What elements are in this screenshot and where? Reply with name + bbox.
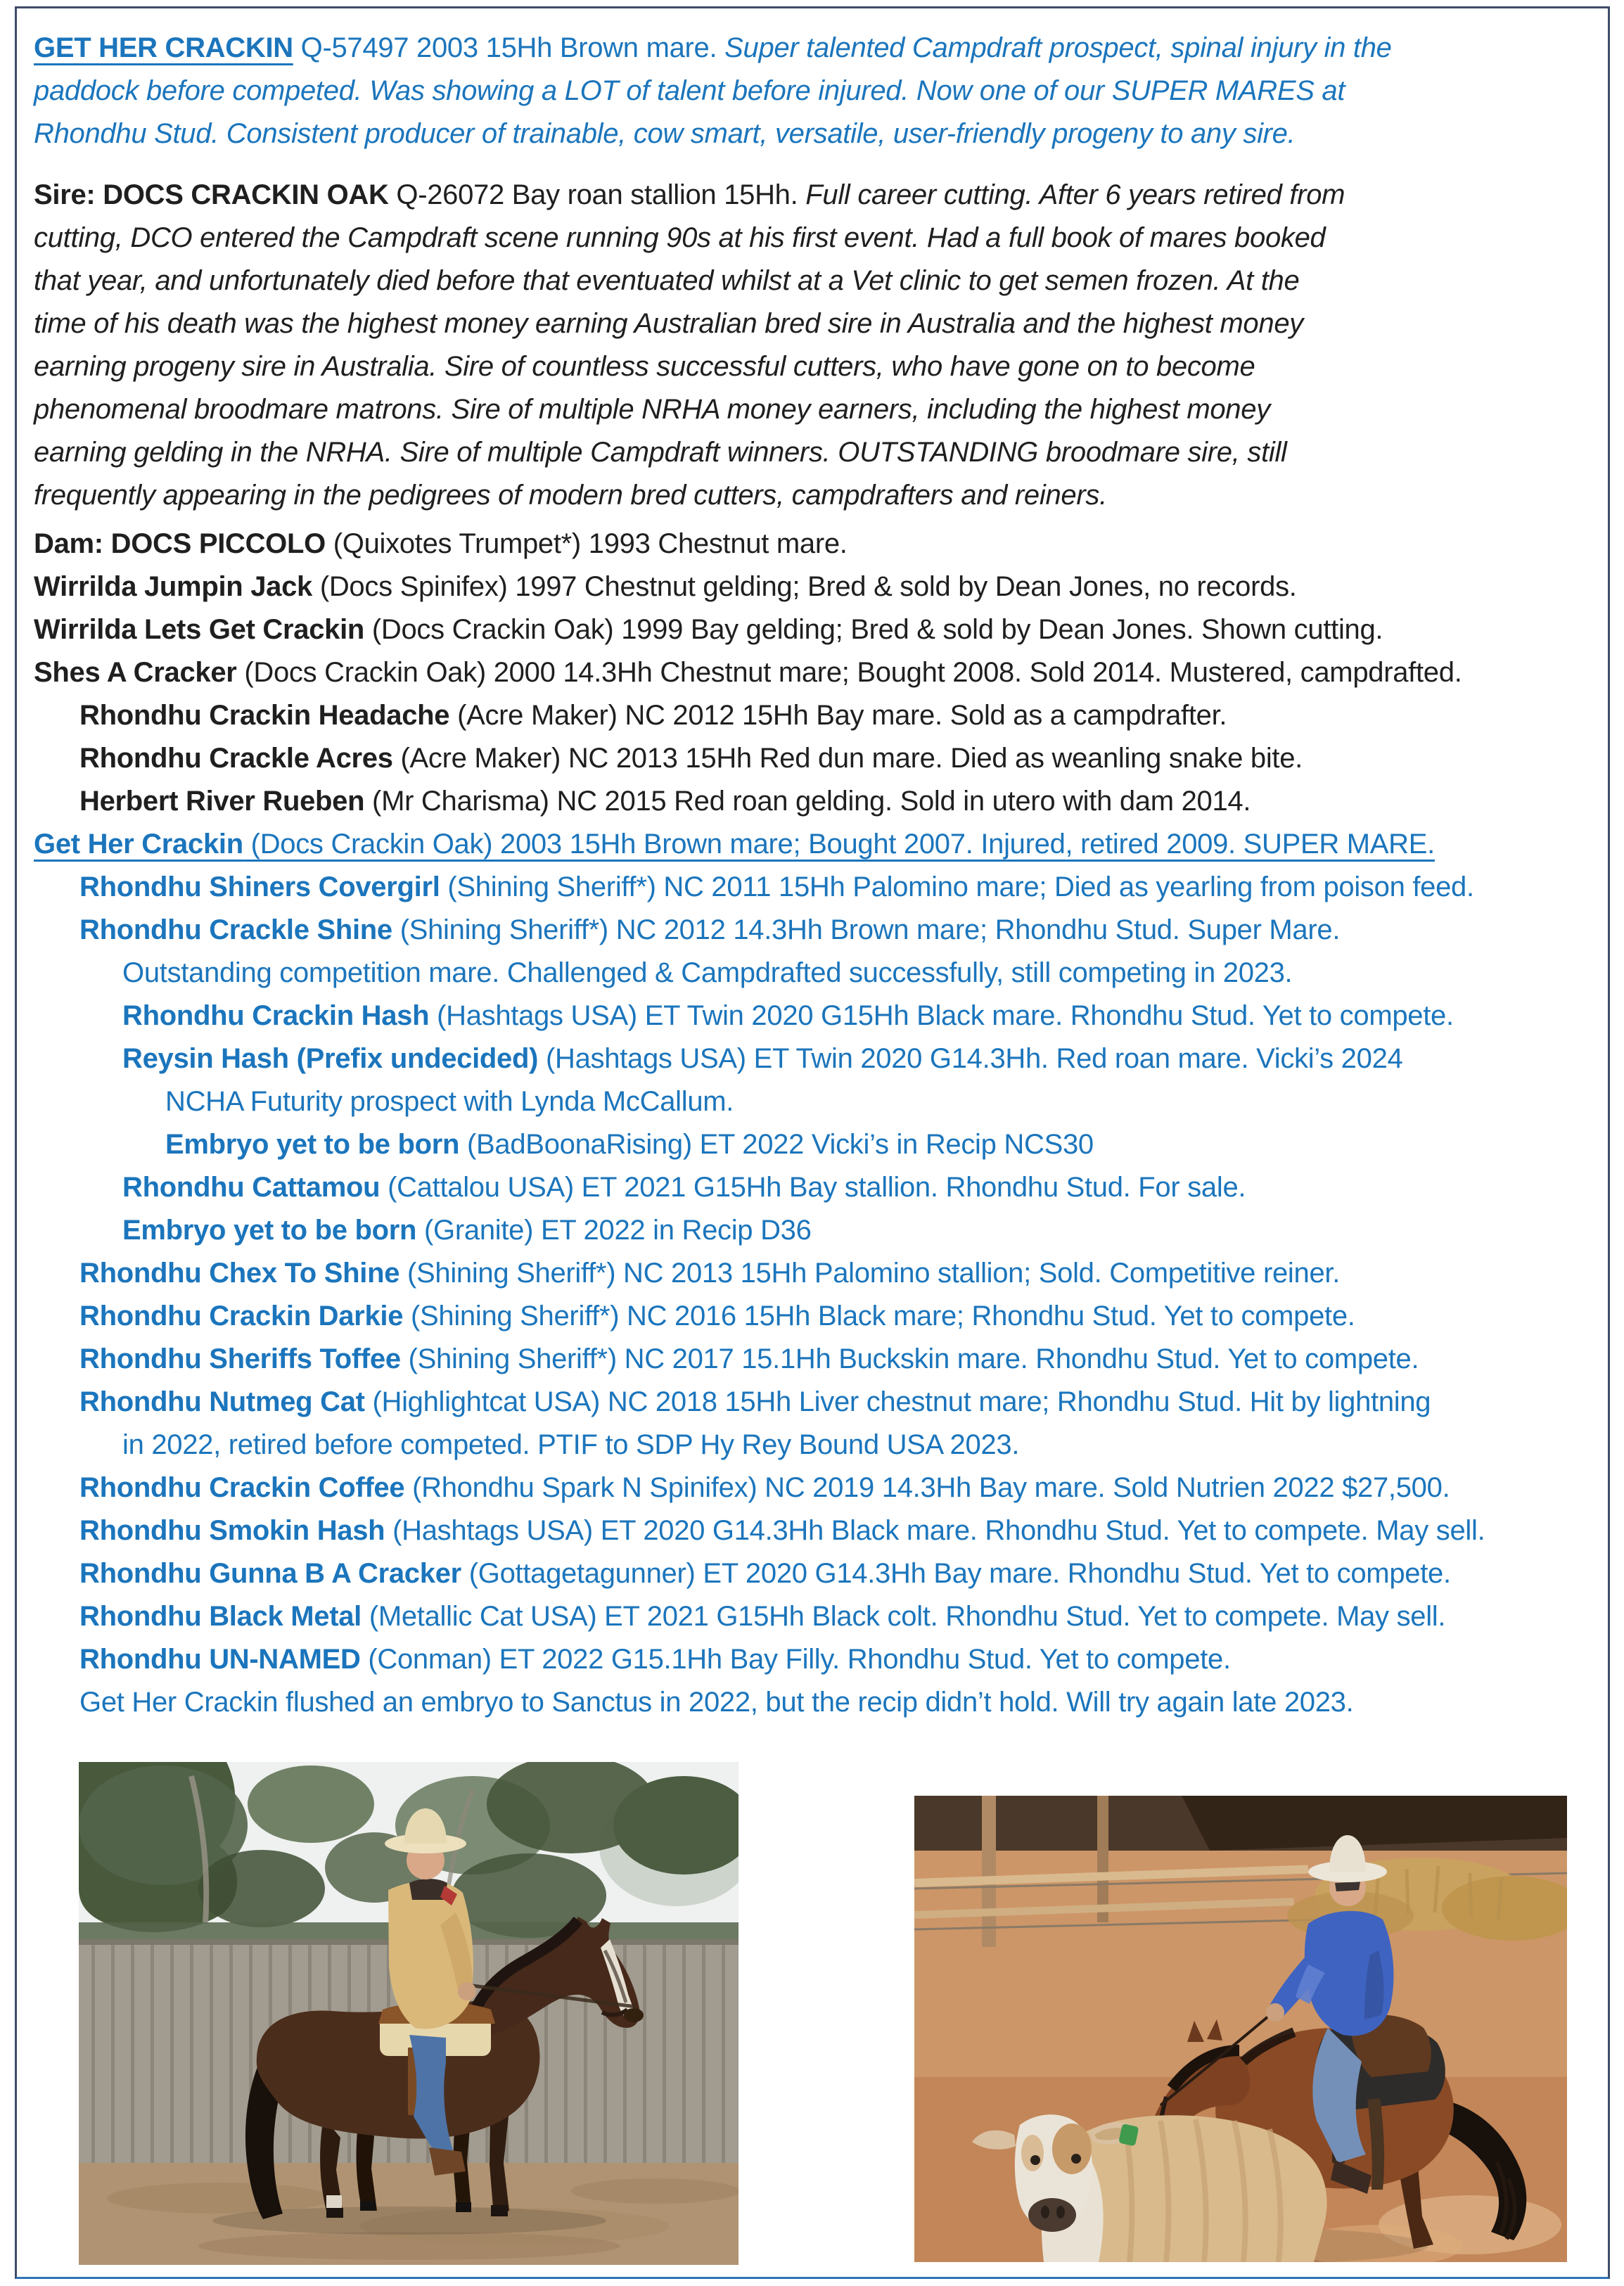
- text-segment: Rhondhu Crackle Shine: [79, 914, 392, 945]
- text-segment: Rhondhu Crackin Darkie: [79, 1301, 404, 1332]
- text-segment: Get Her Crackin flushed an embryo to Sanctus in 2022, but the recip didn’t hold. Will try again late 2023.: [79, 1687, 1354, 1718]
- text-line: [0, 566, 1624, 608]
- text-segment: (Hashtags USA) ET Twin 2020 G14.3Hh. Red roan mare. Vicki’s 2024: [538, 1043, 1403, 1074]
- text-segment: Get Her Crackin: [34, 829, 243, 860]
- text-segment: (Mr Charisma) NC 2015 Red roan gelding. Sold in utero with dam 2014.: [364, 786, 1251, 817]
- text-line: [0, 1552, 1624, 1595]
- text-segment: (Highlightcat USA) NC 2018 15Hh Liver chestnut mare; Rhondhu Stud. Hit by lightning: [364, 1386, 1431, 1417]
- text-line: [0, 909, 1624, 952]
- standing-horse-illustration: [79, 1762, 739, 2265]
- text-segment: NCHA Futurity prospect with Lynda McCallum.: [165, 1086, 734, 1117]
- text-segment: (Hashtags USA) ET 2020 G14.3Hh Black mare. Rhondhu Stud. Yet to compete. May sell.: [385, 1515, 1485, 1546]
- text-segment: Reysin Hash (Prefix undecided): [122, 1043, 539, 1074]
- text-segment: GET HER CRACKIN: [34, 32, 293, 63]
- text-segment: Rhondhu Black Metal: [79, 1601, 362, 1632]
- text-line: [0, 651, 1624, 694]
- text-segment: (Shining Sheriff*) NC 2012 14.3Hh Brown mare; Rhondhu Stud. Super Mare.: [392, 914, 1341, 945]
- text-segment: (Quixotes Trumpet*) 1993 Chestnut mare.: [325, 528, 848, 559]
- photo-campdrafting: [914, 1796, 1567, 2262]
- text-line: [0, 823, 1624, 866]
- pedigree-text: [0, 27, 1624, 1724]
- text-line: [0, 1638, 1624, 1681]
- text-segment: Rhondhu Crackle Acres: [79, 743, 393, 774]
- text-line: [0, 260, 1624, 302]
- text-line: [0, 1681, 1624, 1724]
- text-line: [0, 388, 1624, 431]
- text-segment: phenomenal broodmare matrons. Sire of multiple NRHA money earners, including the highest money: [34, 394, 1270, 425]
- text-line: [0, 995, 1624, 1037]
- text-segment: (Acre Maker) NC 2012 15Hh Bay mare. Sold as a campdrafter.: [449, 700, 1227, 731]
- text-segment: (Docs Crackin Oak) 2003 15Hh Brown mare; Bought 2007. Injured, retired 2009. SUPER MARE.: [243, 829, 1435, 860]
- text-segment: Embryo yet to be born: [122, 1215, 417, 1246]
- text-segment: (Hashtags USA) ET Twin 2020 G15Hh Black mare. Rhondhu Stud. Yet to compete.: [429, 1000, 1454, 1031]
- text-line: [0, 1381, 1624, 1424]
- text-segment: (Conman) ET 2022 G15.1Hh Bay Filly. Rhondhu Stud. Yet to compete.: [360, 1644, 1231, 1675]
- text-segment: Q-57497 2003 15Hh Brown mare.: [293, 32, 725, 63]
- text-segment: (Shining Sheriff*) NC 2011 15Hh Palomino mare; Died as yearling from poison feed.: [440, 871, 1474, 902]
- text-line: [0, 737, 1624, 780]
- text-line: [0, 1080, 1624, 1123]
- text-segment: Rhondhu Gunna B A Cracker: [79, 1558, 461, 1589]
- text-segment: in 2022, retired before competed. PTIF to SDP Hy Rey Bound USA 2023.: [122, 1429, 1020, 1460]
- text-line: [0, 694, 1624, 737]
- photo-standing-horse: [79, 1762, 739, 2265]
- text-segment: Embryo yet to be born: [165, 1129, 460, 1160]
- text-segment: Rhondhu Crackin Headache: [79, 700, 450, 731]
- text-segment: (Rhondhu Spark N Spinifex) NC 2019 14.3Hh Bay mare. Sold Nutrien 2022 $27,500.: [404, 1472, 1450, 1503]
- text-segment: (Docs Spinifex) 1997 Chestnut gelding; Bred & sold by Dean Jones, no records.: [312, 571, 1297, 602]
- text-segment: Outstanding competition mare. Challenged & Campdrafted successfully, still competing in 2023.: [122, 957, 1293, 988]
- text-segment: that year, and unfortunately died before that eventuated whilst at a Vet clinic to get semen frozen. At the: [34, 265, 1300, 296]
- text-line: [0, 1037, 1624, 1080]
- text-segment: Rhondhu Crackin Hash: [122, 1000, 430, 1031]
- text-line: [0, 1123, 1624, 1166]
- text-line: [0, 302, 1624, 345]
- text-segment: (Shining Sheriff*) NC 2016 15Hh Black mare; Rhondhu Stud. Yet to compete.: [403, 1301, 1355, 1332]
- text-line: [0, 474, 1624, 517]
- text-segment: Wirrilda Lets Get Crackin: [34, 614, 365, 645]
- text-segment: Wirrilda Jumpin Jack: [34, 571, 312, 602]
- text-segment: Herbert River Rueben: [79, 786, 365, 817]
- text-segment: (Docs Crackin Oak) 1999 Bay gelding; Bred & sold by Dean Jones. Shown cutting.: [364, 614, 1383, 645]
- text-line: [0, 1424, 1624, 1467]
- text-segment: Rhondhu Smokin Hash: [79, 1515, 385, 1546]
- text-segment: paddock before competed. Was showing a LOT of talent before injured. Now one of our SUPER MARES at: [34, 75, 1345, 106]
- text-line: [0, 1595, 1624, 1638]
- text-segment: (Docs Crackin Oak) 2000 14.3Hh Chestnut mare; Bought 2008. Sold 2014. Mustered, campdrafted.: [236, 657, 1462, 688]
- text-line: [0, 1166, 1624, 1209]
- text-line: [0, 780, 1624, 823]
- text-segment: (Granite) ET 2022 in Recip D36: [416, 1215, 812, 1246]
- text-segment: (Gottagetagunner) ET 2020 G14.3Hh Bay mare. Rhondhu Stud. Yet to compete.: [461, 1558, 1451, 1589]
- text-segment: (Cattalou USA) ET 2021 G15Hh Bay stallion. Rhondhu Stud. For sale.: [380, 1172, 1246, 1203]
- text-line: [0, 345, 1624, 388]
- text-line: [0, 1252, 1624, 1295]
- text-line: [0, 608, 1624, 651]
- text-line: [0, 1295, 1624, 1338]
- text-segment: Rhondhu Shiners Covergirl: [79, 871, 440, 902]
- campdraft-illustration: [914, 1796, 1567, 2262]
- text-line: [0, 1338, 1624, 1381]
- text-segment: (BadBoonaRising) ET 2022 Vicki’s in Recip NCS30: [459, 1129, 1094, 1160]
- text-line: [0, 70, 1624, 113]
- text-segment: Super talented Campdraft prospect, spinal injury in the: [724, 32, 1392, 63]
- text-segment: Rhondhu Nutmeg Cat: [79, 1386, 365, 1417]
- text-segment: Rhondhu UN-NAMED: [79, 1644, 361, 1675]
- text-segment: Rhondhu Cattamou: [122, 1172, 381, 1203]
- text-line: [0, 952, 1624, 995]
- text-segment: Rhondhu Stud. Consistent producer of trainable, cow smart, versatile, user-friendly progeny to any sire.: [34, 118, 1296, 149]
- text-segment: Dam: DOCS PICCOLO: [34, 528, 326, 559]
- text-segment: (Metallic Cat USA) ET 2021 G15Hh Black colt. Rhondhu Stud. Yet to compete. May sell.: [362, 1601, 1446, 1632]
- text-segment: Q-26072 Bay roan stallion 15Hh.: [388, 179, 806, 210]
- text-line: [0, 217, 1624, 260]
- text-line: [0, 174, 1624, 217]
- text-segment: Rhondhu Chex To Shine: [79, 1258, 400, 1289]
- text-line: [0, 866, 1624, 909]
- text-segment: Shes A Cracker: [34, 657, 237, 688]
- text-segment: Rhondhu Crackin Coffee: [79, 1472, 405, 1503]
- text-segment: (Shining Sheriff*) NC 2017 15.1Hh Buckskin mare. Rhondhu Stud. Yet to compete.: [400, 1343, 1419, 1374]
- text-segment: (Acre Maker) NC 2013 15Hh Red dun mare. Died as weanling snake bite.: [392, 743, 1303, 774]
- text-segment: earning gelding in the NRHA. Sire of multiple Campdraft winners. OUTSTANDING broodmare sire, still: [34, 437, 1287, 468]
- text-segment: Rhondhu Sheriffs Toffee: [79, 1343, 401, 1374]
- text-segment: earning progeny sire in Australia. Sire of countless successful cutters, who have gone on to become: [34, 351, 1255, 382]
- text-segment: frequently appearing in the pedigrees of modern bred cutters, campdrafters and reiners.: [34, 480, 1107, 511]
- text-line: [0, 1509, 1624, 1552]
- text-line: [0, 27, 1624, 70]
- text-segment: Sire: DOCS CRACKIN OAK: [34, 179, 389, 210]
- text-segment: (Shining Sheriff*) NC 2013 15Hh Palomino stallion; Sold. Competitive reiner.: [399, 1258, 1341, 1289]
- text-line: [0, 1467, 1624, 1509]
- text-line: [0, 1209, 1624, 1252]
- text-line: [0, 113, 1624, 155]
- text-segment: cutting, DCO entered the Campdraft scene running 90s at his first event. Had a full book of mares booked: [34, 222, 1326, 253]
- text-segment: time of his death was the highest money earning Australian bred sire in Australia and the highest money: [34, 308, 1303, 339]
- text-line: [0, 523, 1624, 566]
- text-segment: Full career cutting. After 6 years retired from: [805, 179, 1345, 210]
- text-line: [0, 431, 1624, 474]
